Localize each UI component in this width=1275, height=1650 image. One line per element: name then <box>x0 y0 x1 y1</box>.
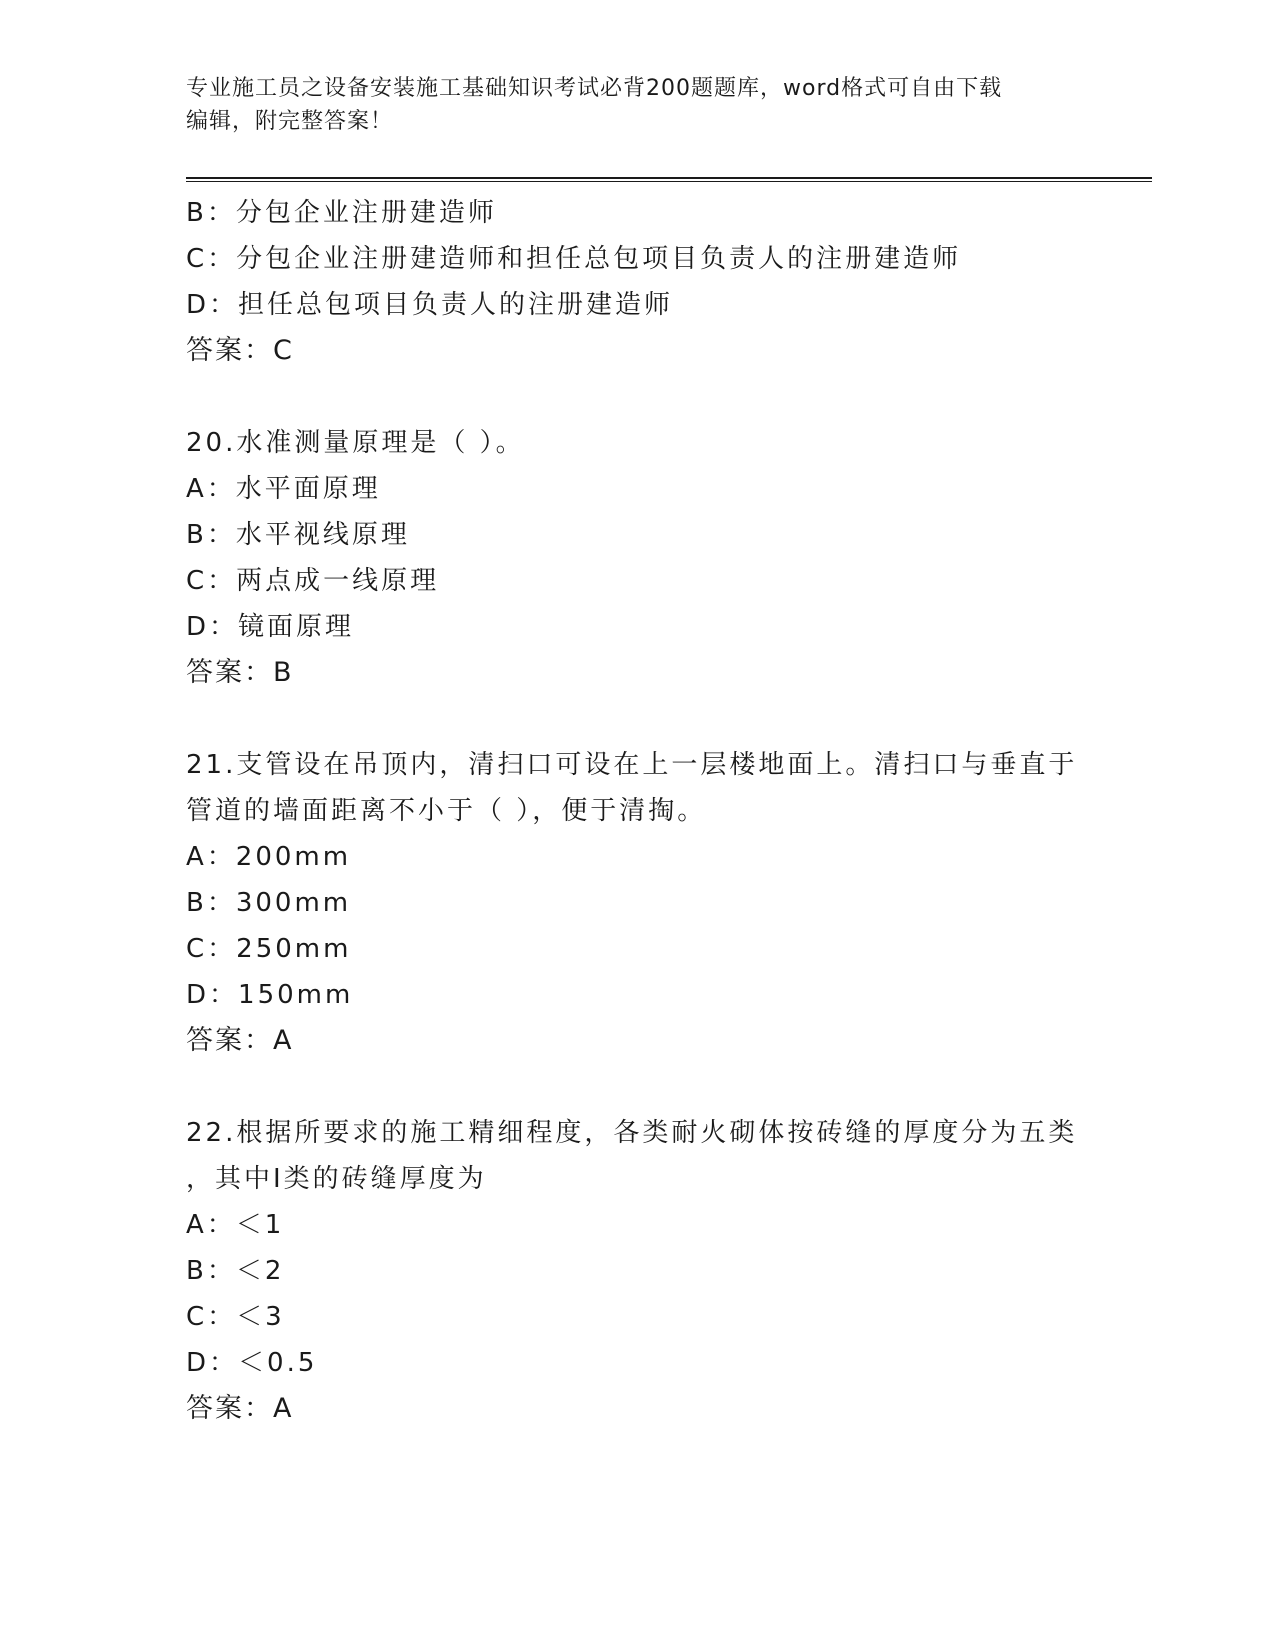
answer-line: 答案：A <box>186 1393 294 1424</box>
question-21 <box>186 742 1106 1064</box>
option-b: B：分包企业注册建造师 <box>186 198 497 228</box>
header-divider-thick <box>186 177 1152 179</box>
option-d: D：＜0.5 <box>186 1348 318 1378</box>
question-22 <box>186 1110 1106 1432</box>
header-divider-thin <box>186 181 1152 182</box>
option-b: B：水平视线原理 <box>186 520 410 550</box>
option-a: A：＜1 <box>186 1210 285 1240</box>
question-list <box>186 190 1106 1432</box>
answer-line: 答案：C <box>186 335 294 366</box>
option-b: B：300mm <box>186 888 352 918</box>
document-header <box>186 72 1086 138</box>
question-19-tail <box>186 190 1106 374</box>
spacer <box>186 374 1106 420</box>
spacer <box>186 1064 1106 1110</box>
option-a: A：水平面原理 <box>186 474 381 504</box>
option-b: B：＜2 <box>186 1256 285 1286</box>
option-c: C：分包企业注册建造师和担任总包项目负责人的注册建造师 <box>186 244 962 274</box>
option-d: D：担任总包项目负责人的注册建造师 <box>186 290 674 320</box>
option-c: C：＜3 <box>186 1302 285 1332</box>
option-c: C：两点成一线原理 <box>186 566 440 596</box>
option-d: D：150mm <box>186 980 354 1010</box>
option-a: A：200mm <box>186 842 352 872</box>
answer-line: 答案：B <box>186 657 294 688</box>
header-title-line-1: 专业施工员之设备安装施工基础知识考试必背200题题库，word格式可自由下载 <box>186 76 1003 101</box>
header-title-line-2: 编辑，附完整答案！ <box>186 109 394 134</box>
answer-line: 答案：A <box>186 1025 294 1056</box>
question-text-line-1: 22.根据所要求的施工精细程度，各类耐火砌体按砖缝的厚度分为五类 <box>186 1118 1078 1148</box>
question-text-line-2: ，其中Ⅰ类的砖缝厚度为 <box>186 1164 487 1194</box>
spacer <box>186 696 1106 742</box>
question-text-line-2: 管道的墙面距离不小于（ ），便于清掏。 <box>186 796 707 826</box>
option-d: D：镜面原理 <box>186 612 355 642</box>
question-text: 20.水准测量原理是（ ）。 <box>186 428 525 458</box>
option-c: C：250mm <box>186 934 352 964</box>
question-20 <box>186 420 1106 696</box>
question-text-line-1: 21.支管设在吊顶内，清扫口可设在上一层楼地面上。清扫口与垂直于 <box>186 750 1078 780</box>
